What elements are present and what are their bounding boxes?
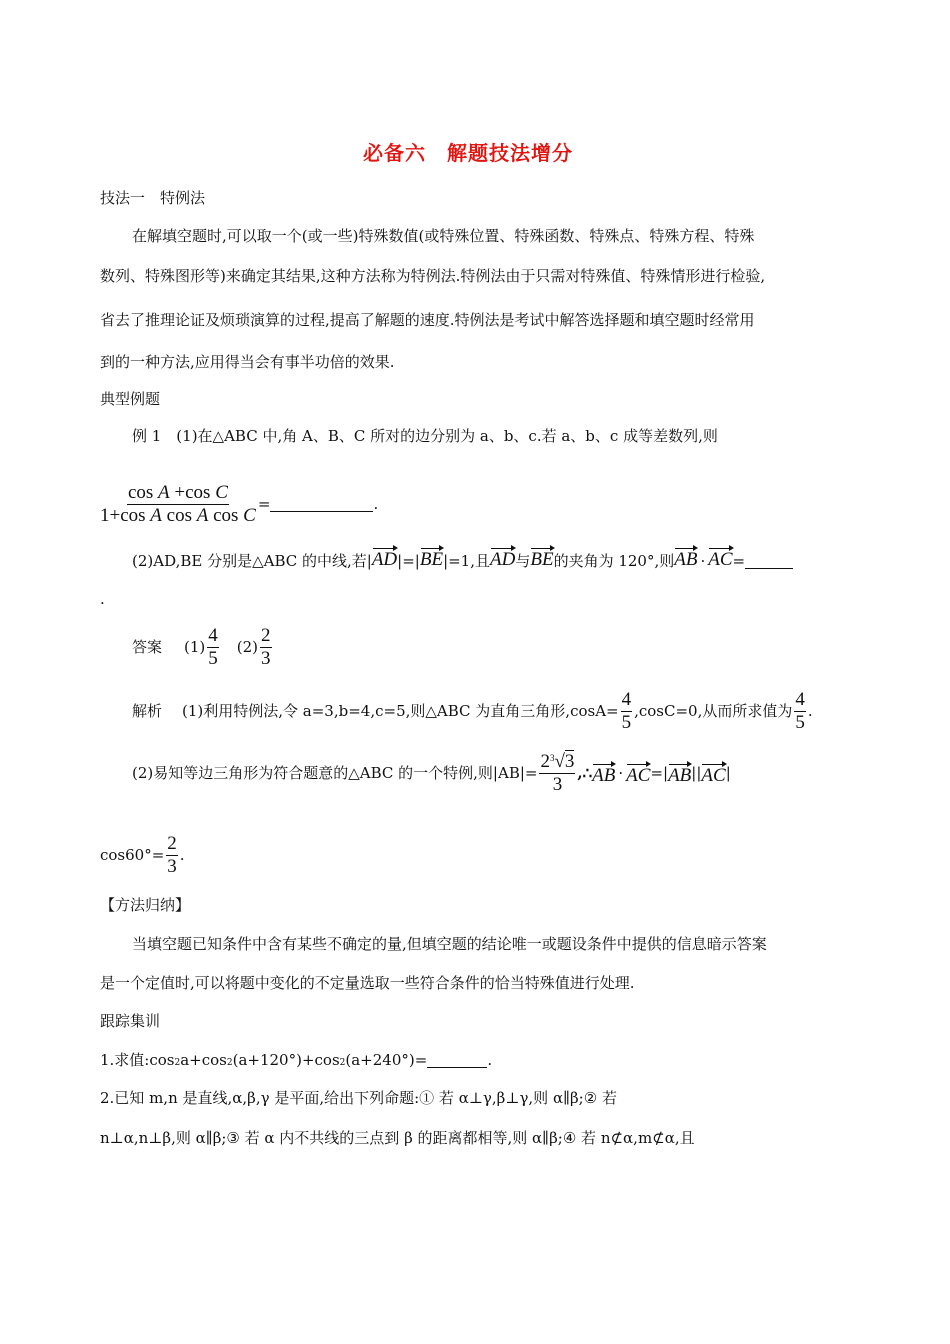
practice-question-1: 1.求值:cos $_2$ a+cos $_2$ (a+120°)+cos $_2$ (a+240°)= . (100, 1051, 493, 1069)
analysis-fraction-result: $\frac{4}{5}$ (795, 689, 805, 733)
section-summary: 【方法归纳】 (100, 896, 191, 914)
vector-ad: AD (490, 545, 515, 569)
practice-question-2-line-2: n⊥α,n⊥β,则 α∥β;③ 若 α 内不共线的三点到 β 的距离都相等,则 α∥β;④ 若 n⊄α,m⊄α,且 (100, 1129, 695, 1147)
vector-be: BE (530, 545, 553, 569)
summary-line-2: 是一个定值时,可以将题中变化的不定量选取一些符合条件的恰当特殊值进行处理. (100, 974, 635, 992)
intro-line-4: 到的一种方法,应用得当会有事半功倍的效果. (100, 353, 395, 371)
intro-line-2: 数列、特殊图形等)来确定其结果,这种方法称为特例法.特例法由于只需对特殊值、特殊情形进行检验, (100, 267, 766, 285)
vector-ac: AC (626, 761, 650, 785)
answer-fraction-1: $\frac{4}{5}$ (208, 625, 218, 669)
analysis-line-2: (2)易知等边三角形为符合题意的△ABC 的一个特例,则|AB|= $\frac{2^3√3}{3}$ ,∴ AB · AC =| AB || AC | (132, 751, 731, 795)
example-1-fraction: $\frac{\text{cos A +cos C}}{\text{1+cos A cos A cos C}}$ (100, 482, 256, 526)
vector-ab: AB (668, 761, 691, 785)
intro-line-1: 在解填空题时,可以取一个(或一些)特殊数值(或特殊位置、特殊函数、特殊点、特殊方程、特殊 (132, 227, 755, 245)
vector-ad: AD (372, 545, 397, 569)
answer-fraction-2: $\frac{2}{3}$ (261, 625, 271, 669)
answer-blank-3[interactable] (427, 1055, 487, 1068)
summary-line-1: 当填空题已知条件中含有某些不确定的量,但填空题的结论唯一或题设条件中提供的信息暗示答案 (132, 935, 767, 953)
example-1-part-2: (2)AD,BE 分别是△ABC 的中线,若| AD |=| BE |=1,且 AD 与 BE 的夹角为 120°,则 AB · AC = (132, 545, 793, 569)
analysis-fraction-cosa: $\frac{4}{5}$ (621, 689, 632, 733)
vector-ab: AB (674, 545, 697, 569)
analysis-line-3: cos60°= $\frac{2}{3}$ . (100, 833, 185, 877)
analysis-fraction-final: $\frac{2}{3}$ (167, 833, 177, 877)
section-typical: 典型例题 (100, 390, 161, 408)
answer-blank-2[interactable] (745, 554, 793, 569)
vector-ac: AC (708, 545, 732, 569)
section-technique-1: 技法一 特例法 (100, 189, 206, 207)
analysis-line-1: 解析 (1)利用特例法,令 a=3,b=4,c=5,则△ABC 为直角三角形,cosA= $\frac{4}{5}$ ,cosC=0,从而所求值为 $\frac{4}{5}$ . (132, 689, 813, 733)
example-1-formula: $\frac{\text{cos A +cos C}}{\text{1+cos A cos A cos C}}$ = . (100, 482, 379, 526)
practice-question-2-line-1: 2.已知 m,n 是直线,α,β,γ 是平面,给出下列命题:① 若 α⊥γ,β⊥γ,则 α∥β;② 若 (100, 1089, 617, 1107)
vector-ab: AB (592, 761, 615, 785)
page-title: 必备六 解题技法增分 (363, 141, 573, 165)
answer-blank-1[interactable] (270, 497, 373, 512)
vector-be: BE (420, 545, 443, 569)
intro-line-3: 省去了推理论证及烦琐演算的过程,提高了解题的速度.特例法是考试中解答选择题和填空题时经常用 (100, 311, 755, 329)
vector-ac: AC (701, 761, 725, 785)
section-practice: 跟踪集训 (100, 1012, 161, 1030)
answer-line: 答案 (1) $\frac{4}{5}$ (2) $\frac{2}{3}$ (132, 625, 271, 669)
example-1-line-1: 例 1 (1)在△ABC 中,角 A、B、C 所对的边分别为 a、b、c.若 a、b、c 成等差数列,则 (132, 427, 718, 445)
example-1-period: . (100, 590, 105, 608)
analysis-fraction-root: $\frac{2^3√3}{3}$ (540, 751, 575, 795)
